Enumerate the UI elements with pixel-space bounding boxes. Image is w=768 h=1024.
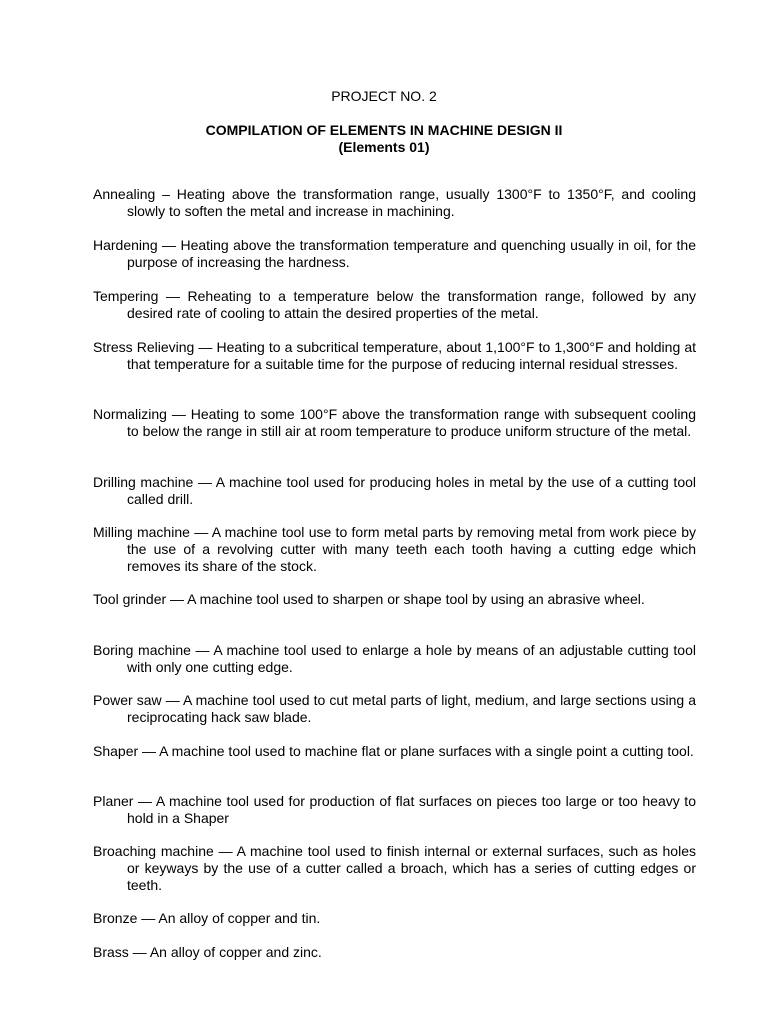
entry-definition: A machine tool used to enlarge a hole by means of an adjustable cutting tool with only one cutting edge. — [127, 642, 696, 675]
entry-term: Normalizing — [93, 406, 167, 422]
definition-entry-boring-machine — [93, 642, 696, 676]
entry-separator: — — [166, 591, 188, 607]
entry-definition: Heating to some 100°F above the transformation range with subsequent cooling to below the range in still air at room temperature to produce uniform structure of the metal. — [127, 406, 696, 439]
entry-separator: — — [158, 288, 188, 304]
definition-entry-normalizing — [93, 406, 696, 440]
definition-entry-drilling-machine — [93, 474, 696, 508]
entry-separator: — — [161, 692, 183, 708]
definition-entry-shaper — [93, 743, 696, 760]
entry-term: Annealing — [93, 186, 156, 202]
definition-entry-bronze — [93, 910, 696, 927]
entry-definition: A machine tool used to machine flat or plane surfaces with a single point a cutting tool. — [159, 743, 694, 759]
entry-term: Tool grinder — [93, 591, 167, 607]
document-subtitle: (Elements 01) — [338, 139, 430, 155]
entry-separator: — — [194, 339, 217, 355]
entry-definition: An alloy of copper and zinc. — [149, 944, 322, 960]
entry-definition: A machine tool used to sharpen or shape tool by using an abrasive wheel. — [187, 591, 645, 607]
entry-separator: — — [133, 793, 156, 809]
entry-definition: A machine tool used for production of flat surfaces on pieces too large or too heavy to hold in a Shaper — [127, 793, 696, 826]
entry-term: Bronze — [93, 910, 138, 926]
entry-separator: — — [166, 406, 191, 422]
definition-entry-stress-relieving — [93, 339, 696, 373]
entry-definition: An alloy of copper and tin. — [158, 910, 321, 926]
entry-definition: Reheating to a temperature below the transformation range, followed by any desired rate of cooling to attain the desired properties of the metal. — [127, 288, 696, 321]
entry-term: Power saw — [93, 692, 162, 708]
definition-entry-tempering — [93, 288, 696, 322]
entry-definition: A machine tool used to finish internal or external surfaces, such as holes or keyways by the use of a cutter called a broach, which has a series of cutting edges or teeth. — [127, 843, 696, 893]
entry-separator: — — [157, 237, 181, 253]
entry-term: Milling machine — [93, 524, 190, 540]
entry-definition: A machine tool use to form metal parts by removing metal from work piece by the use of a revolving cutter with many teeth each tooth having a cutting edge which removes its share of the stock. — [127, 524, 697, 574]
entry-separator: — — [213, 843, 237, 859]
entry-definition: A machine tool used for producing holes in metal by the use of a cutting tool called drill. — [127, 474, 696, 507]
entry-definition: Heating above the transformation temperature and quenching usually in oil, for the purpose of increasing the hardness. — [127, 237, 696, 270]
entry-term: Shaper — [93, 743, 139, 759]
definition-entry-annealing — [93, 186, 696, 220]
entry-term: Boring machine — [93, 642, 191, 658]
definition-entry-tool-grinder — [93, 591, 696, 608]
definition-entry-hardening — [93, 237, 696, 271]
entry-definition: Heating to a subcritical temperature, about 1,100°F to 1,300°F and holding at that temperature for a suitable time for the purpose of reducing internal residual stresses. — [127, 339, 696, 372]
project-number: PROJECT NO. 2 — [331, 88, 437, 104]
entry-separator: – — [155, 186, 177, 202]
entry-separator: — — [189, 524, 212, 540]
definition-entry-brass — [93, 944, 696, 961]
document-title: COMPILATION OF ELEMENTS IN MACHINE DESIGN II — [205, 122, 563, 138]
entry-term: Planer — [93, 793, 134, 809]
entry-definition: A machine tool used to cut metal parts of light, medium, and large sections using a reciprocating hack saw blade. — [127, 692, 696, 725]
entry-term: Stress Relieving — [93, 339, 195, 355]
entry-separator: — — [137, 910, 159, 926]
entry-term: Hardening — [93, 237, 158, 253]
entry-separator: — — [193, 474, 216, 490]
definition-entry-milling-machine — [93, 524, 696, 575]
definition-entry-planer — [93, 793, 696, 827]
definition-entry-broaching-machine — [93, 843, 696, 894]
entry-separator: — — [190, 642, 214, 658]
entry-term: Tempering — [93, 288, 159, 304]
entry-definition: Heating above the transformation range, usually 1300°F to 1350°F, and cooling slowly to soften the metal and increase in machining. — [127, 186, 696, 219]
entry-term: Brass — [93, 944, 129, 960]
entry-separator: — — [128, 944, 150, 960]
entry-separator: — — [138, 743, 160, 759]
entry-term: Broaching machine — [93, 843, 214, 859]
entry-term: Drilling machine — [93, 474, 194, 490]
definition-entry-power-saw — [93, 692, 696, 726]
